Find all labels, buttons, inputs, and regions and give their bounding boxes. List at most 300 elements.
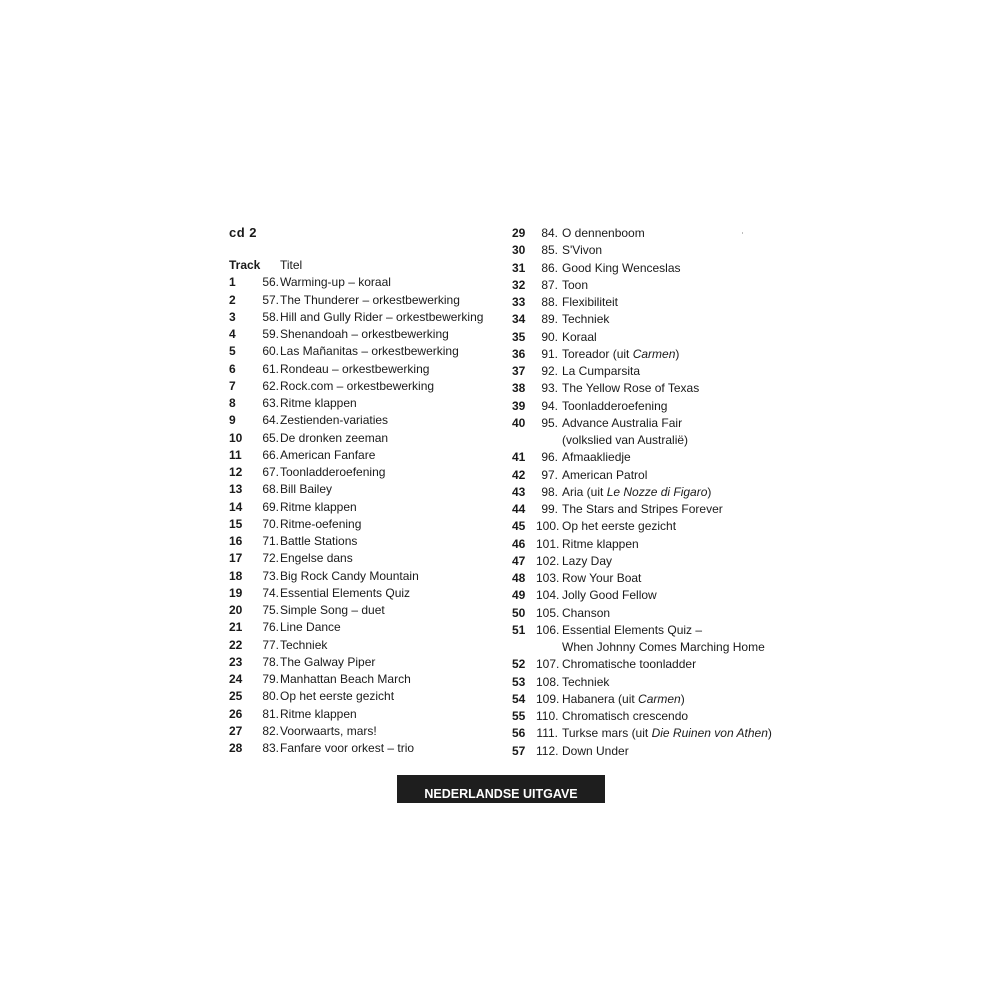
track-number: 45 [512,519,526,534]
track-row [229,430,509,447]
exercise-number: 78. [262,654,279,669]
track-title-text: O dennenboom [562,226,645,240]
track-title [280,740,414,757]
exercise-number: 65. [262,430,279,445]
track-number: 11 [229,447,242,462]
track-number: 52 [512,657,526,672]
track-number: 29 [512,226,526,240]
track-title-text: Techniek [562,312,610,327]
track-number: 55 [512,709,526,723]
track-title [562,605,610,622]
track-row [229,637,509,654]
track-number: 8 [229,396,236,410]
track-row [229,602,509,619]
track-row [229,671,509,688]
track-title [280,585,410,602]
track-title-text: Fanfare voor orkest – trio [280,741,415,755]
track-title [280,447,375,464]
track-title [562,294,618,311]
track-title-text: The Yellow Rose of Texas [562,381,700,396]
track-title-source: Carmen [632,346,676,361]
track-title [280,671,411,688]
track-title [562,691,685,708]
track-number: 41 [512,450,526,465]
track-row [229,447,509,464]
track-row [229,706,509,723]
exercise-number: 76. [262,620,279,635]
track-title-text: S'Vivon [562,243,603,258]
track-title-suffix: ) [767,726,772,741]
track-number: 48 [512,571,526,585]
track-number: 28 [229,741,243,755]
track-title-text: Good King Wenceslas [562,260,681,275]
track-number: 38 [512,381,526,396]
exercise-number: 85. [541,243,558,258]
exercise-number: 112. [536,743,559,758]
exercise-number: 110. [536,709,559,723]
track-title-suffix: ) [675,346,680,361]
track-title-suffix: ) [707,484,712,499]
track-title-text: Manhattan Beach March [280,672,411,686]
track-number: 2 [229,292,236,307]
track-title [280,723,377,740]
track-list-left [229,257,509,757]
exercise-number: 73. [262,568,279,583]
track-number: 57 [512,743,526,758]
track-list-right [512,225,792,760]
track-title [280,430,388,447]
track-row [229,464,509,481]
track-number: 3 [229,309,236,324]
track-title [280,550,353,567]
track-row [512,656,792,673]
track-title-text: Engelse dans [280,551,353,566]
track-row [229,723,509,740]
track-title-suffix: ) [680,691,685,706]
track-number: 14 [229,499,243,514]
track-row [512,570,792,587]
track-row [512,225,792,242]
track-row [229,688,509,705]
track-title-text: Ritme klappen [280,396,357,410]
exercise-number: 74. [262,585,279,600]
track-number: 54 [512,691,526,706]
track-title-text: American Patrol [562,467,648,482]
track-number: 43 [512,484,526,499]
track-title [280,343,459,360]
cd-heading: cd 2 [229,225,258,240]
exercise-number: 56. [262,275,279,290]
track-title-text: Afmaakliedje [562,450,631,465]
track-title-text: The Galway Piper [280,654,376,669]
track-number: 34 [512,312,526,327]
track-title-text: Habanera (uit [562,691,639,706]
track-title [562,536,639,553]
track-title-text: Las Mañanitas – orkestbewerking [280,344,459,359]
track-title-text: Techniek [280,637,328,652]
exercise-number: 68. [262,482,279,497]
track-number: 9 [229,413,236,428]
exercise-number: 81. [262,706,279,721]
track-number: 42 [512,467,526,482]
track-title [280,361,429,378]
track-number: 24 [229,672,243,686]
exercise-number: 57. [262,292,279,307]
track-title [562,311,609,328]
track-title [562,553,612,570]
track-title-text: Rock.com – orkestbewerking [280,378,435,393]
track-title-text: Warming-up – koraal [280,275,391,290]
exercise-number: 69. [262,499,279,514]
exercise-number: 62. [262,378,279,393]
track-column-header: Track [229,258,261,272]
track-number: 53 [512,674,526,689]
track-title-text: The Thunderer – orkestbewerking [280,292,460,307]
exercise-number: 72. [262,551,279,566]
track-row [512,518,792,535]
track-title [562,639,765,656]
exercise-number: 79. [262,672,279,686]
track-title [280,619,341,636]
track-row [229,481,509,498]
track-title-source: Le Nozze di Figaro [606,484,708,499]
exercise-number: 93. [541,381,558,396]
exercise-number: 96. [541,450,558,465]
exercise-number: 84. [541,226,558,240]
exercise-number: 88. [541,295,558,309]
track-number: 7 [229,378,236,393]
track-title [280,378,434,395]
track-title [280,568,419,585]
track-title [562,743,629,760]
track-number: 36 [512,346,526,361]
track-row [512,708,792,725]
track-row [512,536,792,553]
exercise-number: 106. [536,622,560,637]
track-title-text: Big Rock Candy Mountain [280,568,419,583]
track-title-text: Flexibiliteit [562,295,619,309]
track-title-text: Rondeau – orkestbewerking [280,361,430,376]
exercise-number: 101. [536,536,560,551]
track-title [280,292,460,309]
track-title [280,464,385,481]
track-title-text: Essential Elements Quiz [280,585,411,600]
track-row [512,743,792,760]
track-title-text: (volkslied van Australië) [562,433,689,447]
scan-mark [742,232,743,234]
exercise-number: 99. [541,502,558,516]
track-row [512,622,792,639]
track-title-text: Zestienden-variaties [280,413,389,428]
track-row [229,568,509,585]
track-title [562,622,702,639]
track-number: 32 [512,277,526,292]
exercise-number: 100. [536,519,560,534]
track-title-text: Line Dance [280,620,341,635]
track-title-text: Ritme-oefening [280,516,362,531]
title-column-header: Titel [280,258,303,272]
track-title-text: Toonladderoefening [562,398,668,413]
track-title [562,501,723,518]
track-row [229,395,509,412]
track-title [562,225,645,242]
track-number: 26 [229,706,243,721]
track-title-text: La Cumparsita [562,364,641,378]
track-number: 18 [229,568,243,583]
track-title [280,395,357,412]
track-title [280,516,361,533]
exercise-number: 59. [262,327,279,341]
track-title-text: Chromatisch crescendo [562,709,689,723]
track-row [229,412,509,429]
track-row [512,398,792,415]
exercise-number: 64. [262,413,279,428]
track-row [229,499,509,516]
track-title [280,706,357,723]
track-row [229,654,509,671]
track-row [229,361,509,378]
track-title [280,412,388,429]
track-number: 22 [229,637,243,652]
track-number: 25 [229,689,243,704]
track-title [562,484,711,501]
track-title-text: Toonladderoefening [280,465,386,479]
track-number: 15 [229,516,243,531]
exercise-number: 77. [262,637,279,652]
track-row-continuation [512,639,792,656]
track-title-text: Row Your Boat [562,571,642,585]
track-title-source: Die Ruinen von Athen [651,726,768,741]
track-title [280,637,327,654]
track-row [512,691,792,708]
track-title-text: Turkse mars (uit [562,726,652,741]
track-row [512,415,792,432]
track-title [280,309,483,326]
exercise-number: 63. [262,396,279,410]
track-row [512,449,792,466]
track-row [229,326,509,343]
track-row [512,277,792,294]
track-title-text: Ritme klappen [562,536,639,551]
exercise-number: 75. [262,603,279,617]
track-title-text: Battle Stations [280,534,358,548]
track-number: 20 [229,603,243,617]
track-number: 21 [229,620,243,635]
track-number: 39 [512,398,526,413]
track-number: 30 [512,243,526,258]
track-title [562,346,679,363]
track-row [229,343,509,360]
track-title [562,415,682,432]
track-row [512,329,792,346]
track-title [280,602,385,619]
track-title-text: Jolly Good Fellow [562,588,657,603]
track-title [562,725,772,742]
exercise-number: 66. [262,447,279,462]
track-title [562,329,597,346]
exercise-number: 97. [541,467,558,482]
track-number: 31 [512,260,526,275]
track-title-text: Koraal [562,329,597,344]
track-title-text: Op het eerste gezicht [280,689,395,704]
track-row [229,740,509,757]
exercise-number: 82. [262,723,279,738]
track-title-text: Hill and Gully Rider – orkestbewerking [280,309,484,324]
track-number: 33 [512,295,526,309]
exercise-number: 109. [536,691,560,706]
track-title [562,277,588,294]
track-number: 35 [512,329,526,344]
track-number: 56 [512,726,526,741]
track-title-text: Techniek [562,674,610,689]
track-row [229,585,509,602]
track-row [229,274,509,291]
track-title [562,260,681,277]
track-number: 51 [512,622,526,637]
track-number: 46 [512,536,526,551]
track-title-text: Bill Bailey [280,482,333,497]
track-title [562,570,641,587]
track-title [280,274,391,291]
track-row [512,467,792,484]
track-number: 47 [512,553,526,568]
exercise-number: 108. [536,674,560,689]
track-title-text: Lazy Day [562,553,613,568]
track-number: 37 [512,364,526,378]
track-number: 50 [512,605,526,620]
exercise-number: 71. [262,534,279,548]
track-title [280,481,332,498]
track-title-text: When Johnny Comes Marching Home [562,640,765,654]
track-title [280,654,375,671]
track-number: 23 [229,654,243,669]
track-title [562,380,699,397]
track-title [562,587,657,604]
track-title [562,449,631,466]
track-title [562,518,676,535]
track-title-text: Down Under [562,743,629,758]
track-number: 17 [229,551,243,566]
exercise-number: 111. [536,726,558,741]
exercise-number: 104. [536,588,560,603]
track-row [229,309,509,326]
track-row [229,550,509,567]
track-number: 49 [512,588,526,603]
exercise-number: 89. [541,312,558,327]
track-title-text: Chromatische toonladder [562,657,697,672]
exercise-number: 92. [541,364,558,378]
track-row [512,484,792,501]
track-title-text: Shenandoah – orkestbewerking [280,327,449,341]
track-row [229,533,509,550]
track-number: 10 [229,430,243,445]
track-title-text: Advance Australia Fair [562,415,683,430]
exercise-number: 61. [262,361,279,376]
track-number: 19 [229,585,243,600]
track-title-source: Carmen [638,691,681,706]
track-row [512,260,792,277]
track-title-text: Voorwaarts, mars! [280,723,377,738]
track-number: 5 [229,344,236,359]
exercise-number: 80. [262,689,279,704]
track-title [562,674,609,691]
track-number: 4 [229,327,236,341]
track-number: 13 [229,482,243,497]
track-title [562,656,696,673]
track-row [229,619,509,636]
exercise-number: 86. [541,260,558,275]
track-title [562,708,688,725]
track-title-text: Chanson [562,605,611,620]
track-number: 16 [229,534,243,548]
track-title-text: Ritme klappen [280,499,357,514]
track-list-header [229,257,509,274]
track-row [512,725,792,742]
track-row [512,363,792,380]
track-row [229,292,509,309]
track-title-text: Essential Elements Quiz – [562,622,703,637]
exercise-number: 58. [262,309,279,324]
exercise-number: 67. [262,465,279,479]
exercise-number: 105. [536,605,560,620]
exercise-number: 95. [541,415,558,430]
track-title-text: Toreador (uit [562,346,633,361]
track-title [562,242,602,259]
track-row [229,516,509,533]
exercise-number: 107. [536,657,560,672]
track-number: 1 [229,275,236,290]
track-title [562,467,647,484]
exercise-number: 87. [541,277,558,292]
track-row [512,346,792,363]
track-title [280,499,357,516]
track-title-text: American Fanfare [280,447,376,462]
exercise-number: 90. [541,329,558,344]
track-title [280,688,394,705]
track-number: 44 [512,502,526,516]
track-row [512,553,792,570]
track-number: 40 [512,415,526,430]
track-row [512,674,792,691]
exercise-number: 98. [541,484,558,499]
track-row [229,378,509,395]
edition-banner: NEDERLANDSE UITGAVE [397,775,605,803]
track-number: 27 [229,723,243,738]
track-title [280,326,449,343]
track-title-text: The Stars and Stripes Forever [562,502,723,516]
track-title [562,432,688,449]
track-row [512,501,792,518]
track-title-text: Toon [562,277,589,292]
track-row [512,380,792,397]
exercise-number: 60. [262,344,279,359]
track-row [512,311,792,328]
exercise-number: 103. [536,571,560,585]
track-title-text: De dronken zeeman [280,430,389,445]
track-title-text: Aria (uit [562,484,607,499]
exercise-number: 102. [536,553,560,568]
track-title [562,363,640,380]
track-row [512,587,792,604]
track-row [512,242,792,259]
track-row-continuation [512,432,792,449]
exercise-number: 70. [262,516,279,531]
track-title-text: Simple Song – duet [280,603,385,617]
track-row [512,294,792,311]
track-number: 6 [229,361,236,376]
track-number: 12 [229,465,243,479]
exercise-number: 83. [262,741,279,755]
